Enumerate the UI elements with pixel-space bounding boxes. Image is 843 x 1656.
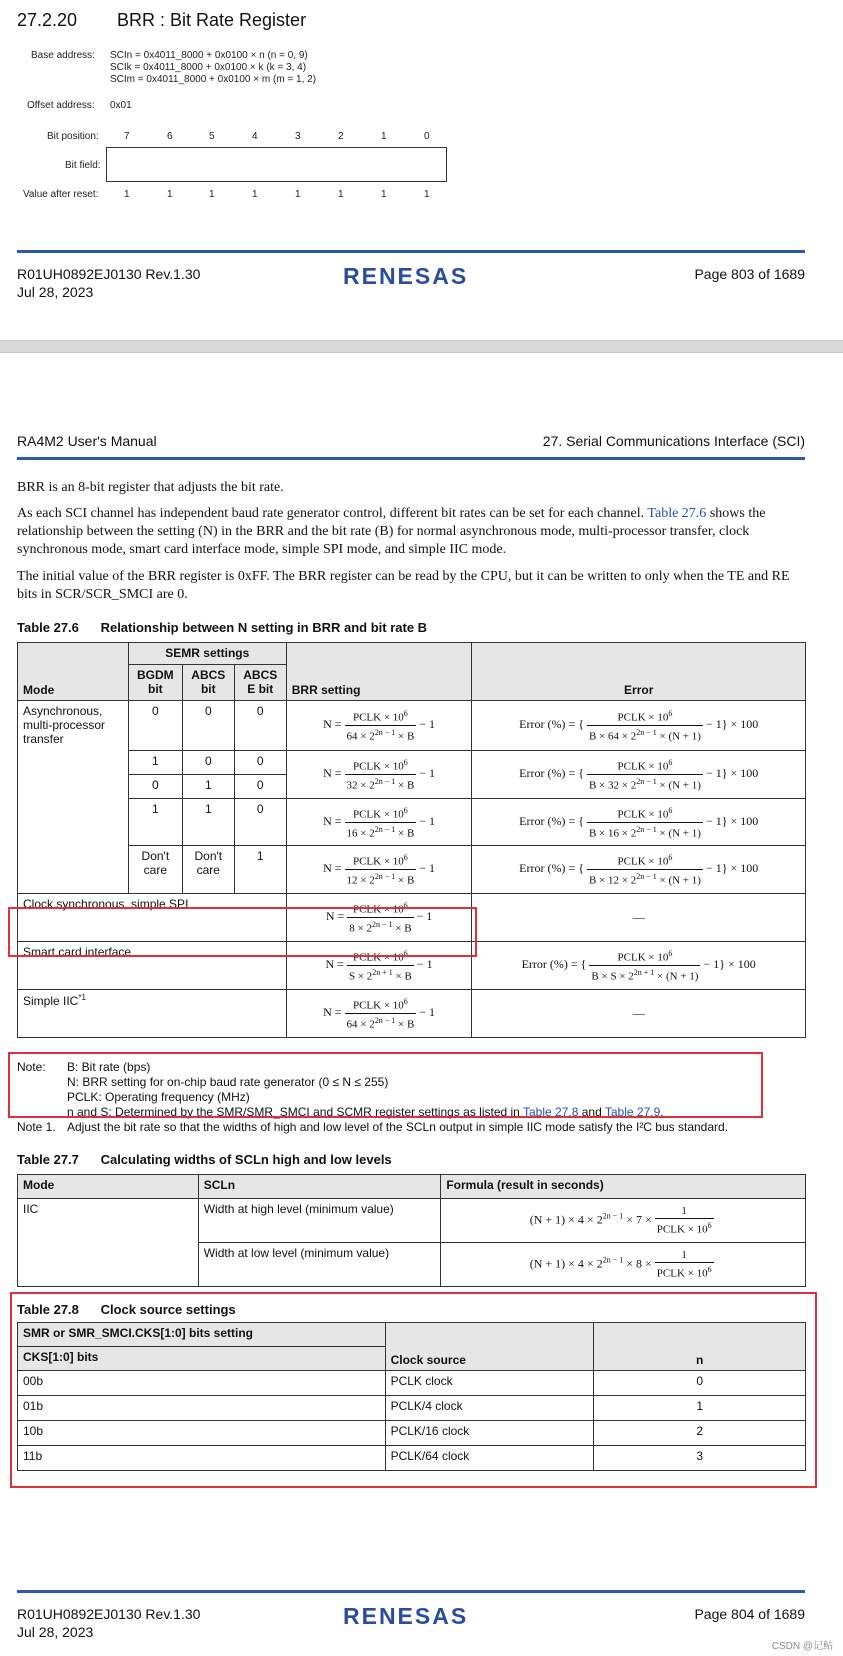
base-address-line: SCIk = 0x4011_8000 + 0x0100 × k (k = 3, 4) — [110, 62, 307, 73]
header-manual: RA4M2 User's Manual — [17, 433, 157, 449]
footer-rule — [17, 1590, 805, 1593]
note-label: Note: — [17, 1060, 46, 1074]
brr-formula: N = $\frac{PCLK \times 10^6}{64 \times 2^{2n - 1} \times B}$ − 1 — [286, 990, 472, 1038]
reset-value: 1 — [338, 189, 344, 200]
table-27-8-link[interactable]: Table 27.8 — [522, 1105, 579, 1119]
high-level-formula: $(N + 1) \times 4 \times 2^{2n - 1} \times 7$ × $\frac{1}{PCLK \times 10^6}$ — [441, 1199, 806, 1243]
error-formula: Error (%) = { $\frac{PCLK \times 10^6}{B \times 12 \times 2^{2n - 1} \times (N + 1)}$ − 1} × 100 — [472, 846, 806, 894]
bit-position: 2 — [338, 131, 344, 142]
footer-doc-id: R01UH0892EJ0130 Rev.1.30 — [17, 266, 201, 282]
highlight-notes — [8, 1052, 763, 1118]
table-27-6-caption: Table 27.6 Relationship between N setting in BRR and bit rate B — [17, 620, 428, 635]
cell-abcs: 0 — [182, 751, 234, 775]
cell-abcse: 0 — [234, 701, 286, 751]
note-line: PCLK: Operating frequency (MHz) — [67, 1090, 250, 1104]
header-rule — [17, 457, 805, 460]
n-value: 0 — [594, 1371, 806, 1396]
note1-label: Note 1. — [17, 1120, 56, 1134]
header-cks-bits: CKS[1:0] bits — [18, 1347, 386, 1371]
bit-position-label: Bit position: — [47, 131, 99, 142]
watermark: CSDN @记鲇 — [771, 1641, 833, 1652]
table-27-6 — [17, 642, 806, 1038]
header-mode: Mode — [18, 643, 129, 701]
bit-position: 5 — [209, 131, 215, 142]
brr-formula: N = $\frac{PCLK \times 10^6}{64 \times 2^{2n - 1} \times B}$ − 1 — [286, 701, 472, 751]
footer-doc-id: R01UH0892EJ0130 Rev.1.30 — [17, 1606, 201, 1622]
renesas-logo: RENESAS — [343, 263, 469, 289]
reset-label: Value after reset: — [23, 189, 99, 200]
bit-field-label: Bit field: — [65, 160, 101, 171]
base-address-line: SCIm = 0x4011_8000 + 0x0100 × m (m = 1, 2) — [110, 74, 317, 85]
cell-abcs: 1 — [182, 775, 234, 799]
cell-abcse: 0 — [234, 751, 286, 775]
footer-page: Page 804 of 1689 — [694, 1606, 805, 1622]
bit-position: 1 — [381, 131, 387, 142]
header-cks-group: SMR or SMR_SMCI.CKS[1:0] bits setting — [18, 1323, 386, 1347]
cks-value: 10b — [18, 1421, 386, 1446]
reset-value: 1 — [124, 189, 130, 200]
error-dash: — — [472, 990, 806, 1038]
low-level-formula: $(N + 1) \times 4 \times 2^{2n - 1} \times 8$ × $\frac{1}{PCLK \times 10^6}$ — [441, 1243, 806, 1287]
page-gap — [0, 340, 843, 353]
clock-source: PCLK/16 clock — [385, 1421, 594, 1446]
header-clock-source: Clock source — [385, 1323, 594, 1371]
paragraph: BRR is an 8-bit register that adjusts the bit rate. — [17, 480, 284, 495]
header-brr-setting: BRR setting — [286, 643, 472, 701]
n-value: 3 — [594, 1446, 806, 1471]
table-27-8-caption: Table 27.8 Clock source settings — [17, 1302, 236, 1317]
table-27-7 — [17, 1174, 806, 1287]
error-formula: Error (%) = { $\frac{PCLK \times 10^6}{B \times 16 \times 2^{2n - 1} \times (N + 1)}$ − 1} × 100 — [472, 799, 806, 846]
brr-formula: N = $\frac{PCLK \times 10^6}{12 \times 2^{2n - 1} \times B}$ − 1 — [286, 846, 472, 894]
bit-position: 0 — [424, 131, 430, 142]
mode-clock-sync: Clock synchronous, simple SPI — [18, 894, 287, 942]
cell-bgdm: Don't care — [128, 846, 182, 894]
header-chapter: 27. Serial Communications Interface (SCI) — [542, 433, 805, 449]
n-value: 1 — [594, 1396, 806, 1421]
offset-label: Offset address: — [27, 100, 95, 111]
header-abcs: ABCS bit — [182, 665, 234, 701]
cell-bgdm: 0 — [128, 701, 182, 751]
cks-value: 01b — [18, 1396, 386, 1421]
brr-formula: N = $\frac{PCLK \times 10^6}{16 \times 2^{2n - 1} \times B}$ − 1 — [286, 799, 472, 846]
cell-abcs: 0 — [182, 701, 234, 751]
footer-rule — [17, 250, 805, 253]
header-formula: Formula (result in seconds) — [441, 1175, 806, 1199]
note1-text: Adjust the bit rate so that the widths of high and low level of the SCLn output in simple IIC mode satisfy the I²C bus standard. — [67, 1120, 729, 1134]
note-line: B: Bit rate (bps) — [67, 1060, 151, 1074]
clock-source: PCLK/4 clock — [385, 1396, 594, 1421]
cks-value: 11b — [18, 1446, 386, 1471]
header-abcse: ABCS E bit — [234, 665, 286, 701]
bit-position: 6 — [167, 131, 173, 142]
reset-value: 1 — [381, 189, 387, 200]
cell-abcs: 1 — [182, 799, 234, 846]
footer-page: Page 803 of 1689 — [694, 266, 805, 282]
n-value: 2 — [594, 1421, 806, 1446]
low-level-label: Width at low level (minimum value) — [198, 1243, 441, 1287]
base-address-line: SCIn = 0x4011_8000 + 0x0100 × n (n = 0, 9) — [110, 50, 308, 61]
cell-abcse: 0 — [234, 775, 286, 799]
clock-source: PCLK clock — [385, 1371, 594, 1396]
bit-position: 7 — [124, 131, 130, 142]
bit-position: 3 — [295, 131, 301, 142]
mode-async: Asynchronous, multi-processor transfer — [18, 701, 129, 894]
reset-value: 1 — [424, 189, 430, 200]
mode-smart-card: Smart card interface — [18, 942, 287, 990]
header-scln: SCLn — [198, 1175, 441, 1199]
header-semr: SEMR settings — [128, 643, 286, 665]
error-formula: Error (%) = { $\frac{PCLK \times 10^6}{B \times 64 \times 2^{2n - 1} \times (N + 1)}$ − 1} × 100 — [472, 701, 806, 751]
bit-field-box — [106, 147, 447, 182]
header-bgdm: BGDM bit — [128, 665, 182, 701]
brr-formula: N = $\frac{PCLK \times 10^6}{S \times 2^{2n + 1} \times B}$ − 1 — [286, 942, 472, 990]
clock-source: PCLK/64 clock — [385, 1446, 594, 1471]
brr-formula: N = $\frac{PCLK \times 10^6}{8 \times 2^{2n - 1} \times B}$ − 1 — [286, 894, 472, 942]
table-27-6-link[interactable]: Table 27.6 — [647, 506, 707, 521]
base-address-label: Base address: — [31, 50, 95, 61]
highlight-table-27-8 — [10, 1292, 817, 1488]
note-line: n and S: Determined by the SMR/SMR_SMCI and SCMR register settings as listed in Table 27.8 and Table 27.9. — [67, 1105, 664, 1119]
table-27-9-link[interactable]: Table 27.9 — [604, 1105, 661, 1119]
paragraph: The initial value of the BRR register is 0xFF. The BRR register can be read by the CPU, but it can be written to only when the TE and RE bits in SCR/SCR_SMCI are 0. — [17, 569, 790, 602]
reset-value: 1 — [167, 189, 173, 200]
cell-abcse: 1 — [234, 846, 286, 894]
error-formula: Error (%) = { $\frac{PCLK \times 10^6}{B \times S \times 2^{2n + 1} \times (N + 1)}$ − 1} × 100 — [472, 942, 806, 990]
cell-bgdm: 1 — [128, 799, 182, 846]
reset-value: 1 — [295, 189, 301, 200]
highlight-clock-sync — [8, 907, 477, 957]
table-27-7-caption: Table 27.7 Calculating widths of SCLn high and low levels — [17, 1152, 392, 1167]
cell-bgdm: 0 — [128, 775, 182, 799]
error-formula: Error (%) = { $\frac{PCLK \times 10^6}{B \times 32 \times 2^{2n - 1} \times (N + 1)}$ − 1} × 100 — [472, 751, 806, 799]
note-line: N: BRR setting for on-chip baud rate generator (0 ≤ N ≤ 255) — [67, 1075, 389, 1089]
footer-date: Jul 28, 2023 — [17, 1624, 94, 1640]
cks-value: 00b — [18, 1371, 386, 1396]
mode-iic: IIC — [18, 1199, 199, 1287]
offset-value: 0x01 — [110, 100, 132, 111]
cell-abcse: 0 — [234, 799, 286, 846]
footer-date: Jul 28, 2023 — [17, 284, 94, 300]
header-n: n — [594, 1323, 806, 1371]
section-number: 27.2.20 — [17, 10, 78, 30]
header-mode: Mode — [18, 1175, 199, 1199]
header-error: Error — [472, 643, 806, 701]
error-dash: — — [472, 894, 806, 942]
reset-value: 1 — [209, 189, 215, 200]
high-level-label: Width at high level (minimum value) — [198, 1199, 441, 1243]
paragraph: As each SCI channel has independent baud rate generator control, different bit rates can be set for each channel. Table 27.6 shows the relationship between the setting (N) in the BRR and the bit rate (B) for normal asynchronous mode, multi-processor transfer, clock synchronous mode, smart card interface mode, simple SPI mode, and simple IIC mode. — [17, 506, 766, 557]
bit-position: 4 — [252, 131, 258, 142]
mode-simple-iic: Simple IIC$^{*1}$ — [18, 990, 287, 1038]
reset-value: 1 — [252, 189, 258, 200]
brr-formula: N = $\frac{PCLK \times 10^6}{32 \times 2^{2n - 1} \times B}$ − 1 — [286, 751, 472, 799]
cell-abcs: Don't care — [182, 846, 234, 894]
section-title: BRR : Bit Rate Register — [117, 10, 307, 30]
cell-bgdm: 1 — [128, 751, 182, 775]
renesas-logo: RENESAS — [343, 1603, 469, 1629]
